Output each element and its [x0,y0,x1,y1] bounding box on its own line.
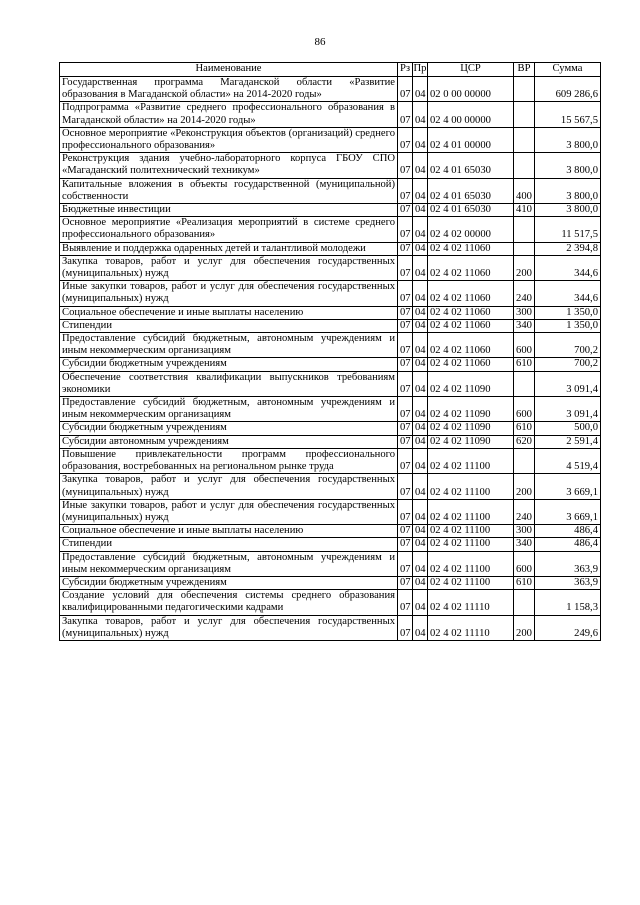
row-rz: 07 [398,178,413,203]
row-vr: 200 [514,255,535,280]
row-pr: 04 [413,576,428,589]
row-vr: 200 [514,474,535,499]
row-pr: 04 [413,127,428,152]
row-csr: 02 4 02 11060 [428,358,514,371]
table-row [60,551,601,576]
table-row [60,435,601,448]
row-name: Предоставление субсидий бюджетным, автономным учреждениям и иным некоммерческим организациям [60,551,398,576]
table-row [60,319,601,332]
row-csr: 02 4 02 11110 [428,590,514,615]
row-name: Капитальные вложения в объекты государственной (муниципальной) собственности [60,178,398,203]
row-name: Повышение привлекательности программ профессионального образования, востребованных на региональном рынке труда [60,448,398,473]
row-name: Субсидии автономным учреждениям [60,435,398,448]
row-sum: 3 669,1 [535,499,601,524]
row-name: Социальное обеспечение и иные выплаты населению [60,306,398,319]
row-sum: 344,6 [535,255,601,280]
row-sum: 700,2 [535,333,601,358]
row-vr: 200 [514,615,535,640]
row-name: Предоставление субсидий бюджетным, автономным учреждениям и иным некоммерческим организациям [60,333,398,358]
header-pr: Пр [413,63,428,77]
row-vr: 240 [514,499,535,524]
row-rz: 07 [398,102,413,127]
row-pr: 04 [413,102,428,127]
table-row [60,538,601,551]
row-vr: 300 [514,306,535,319]
row-csr: 02 4 02 11100 [428,576,514,589]
table-row [60,281,601,306]
row-rz: 07 [398,281,413,306]
row-csr: 02 4 02 11100 [428,499,514,524]
row-rz: 07 [398,319,413,332]
row-vr: 610 [514,422,535,435]
row-rz: 07 [398,306,413,319]
header-rz: Рз [398,63,413,77]
row-pr: 04 [413,217,428,242]
row-vr [514,127,535,152]
header-sum: Сумма [535,63,601,77]
row-sum: 3 091,4 [535,397,601,422]
row-rz: 07 [398,525,413,538]
row-vr: 300 [514,525,535,538]
row-sum: 2 394,8 [535,242,601,255]
header-name: Наименование [60,63,398,77]
table-row [60,204,601,217]
row-sum: 486,4 [535,525,601,538]
row-pr: 04 [413,448,428,473]
row-vr: 610 [514,576,535,589]
row-rz: 07 [398,499,413,524]
row-pr: 04 [413,590,428,615]
row-rz: 07 [398,590,413,615]
row-pr: 04 [413,281,428,306]
row-sum: 1 350,0 [535,306,601,319]
table-row [60,127,601,152]
row-pr: 04 [413,178,428,203]
row-csr: 02 4 01 65030 [428,204,514,217]
row-rz: 07 [398,397,413,422]
table-row [60,255,601,280]
row-csr: 02 4 02 11090 [428,371,514,396]
row-vr [514,217,535,242]
row-rz: 07 [398,153,413,178]
row-name: Бюджетные инвестиции [60,204,398,217]
row-name: Субсидии бюджетным учреждениям [60,358,398,371]
row-name: Реконструкция здания учебно-лабораторного корпуса ГБОУ СПО «Магаданский политехнический техникум» [60,153,398,178]
row-pr: 04 [413,435,428,448]
row-name: Основное мероприятие «Реализация мероприятий в системе среднего профессионального образования» [60,217,398,242]
table-row [60,499,601,524]
row-vr [514,371,535,396]
row-pr: 04 [413,204,428,217]
row-name: Иные закупки товаров, работ и услуг для обеспечения государственных (муниципальных) нужд [60,281,398,306]
row-csr: 02 4 02 11100 [428,448,514,473]
row-name: Стипендии [60,538,398,551]
row-csr: 02 4 02 11100 [428,525,514,538]
row-pr: 04 [413,397,428,422]
table-row [60,153,601,178]
row-pr: 04 [413,499,428,524]
table-row [60,242,601,255]
row-name: Выявление и поддержка одаренных детей и талантливой молодежи [60,242,398,255]
row-sum: 3 669,1 [535,474,601,499]
row-pr: 04 [413,319,428,332]
row-pr: 04 [413,422,428,435]
row-name: Подпрограмма «Развитие среднего профессионального образования в Магаданской области» на 2014-2020 годы» [60,102,398,127]
row-pr: 04 [413,358,428,371]
row-name: Субсидии бюджетным учреждениям [60,422,398,435]
row-sum: 3 800,0 [535,127,601,152]
table-row [60,333,601,358]
row-vr [514,153,535,178]
row-pr: 04 [413,474,428,499]
row-sum: 500,0 [535,422,601,435]
row-csr: 02 4 02 11100 [428,538,514,551]
row-rz: 07 [398,538,413,551]
row-csr: 02 4 02 11060 [428,306,514,319]
row-vr: 610 [514,358,535,371]
row-rz: 07 [398,242,413,255]
header-vr: ВР [514,63,535,77]
row-pr: 04 [413,255,428,280]
row-sum: 700,2 [535,358,601,371]
row-pr: 04 [413,538,428,551]
table-row [60,448,601,473]
row-csr: 02 4 02 11100 [428,474,514,499]
table-row [60,576,601,589]
row-sum: 249,6 [535,615,601,640]
row-sum: 15 567,5 [535,102,601,127]
row-name: Социальное обеспечение и иные выплаты населению [60,525,398,538]
row-rz: 07 [398,204,413,217]
table-row [60,77,601,102]
row-name: Закупка товаров, работ и услуг для обеспечения государственных (муниципальных) нужд [60,255,398,280]
row-rz: 07 [398,358,413,371]
row-rz: 07 [398,435,413,448]
row-sum: 3 800,0 [535,153,601,178]
row-csr: 02 4 01 00000 [428,127,514,152]
row-vr [514,242,535,255]
row-sum: 1 158,3 [535,590,601,615]
row-csr: 02 4 02 11060 [428,319,514,332]
row-csr: 02 4 02 11060 [428,281,514,306]
row-rz: 07 [398,615,413,640]
row-vr: 340 [514,538,535,551]
row-rz: 07 [398,551,413,576]
row-name: Закупка товаров, работ и услуг для обеспечения государственных (муниципальных) нужд [60,615,398,640]
row-pr: 04 [413,242,428,255]
table-row [60,102,601,127]
table-row [60,590,601,615]
table-row [60,422,601,435]
row-csr: 02 4 01 65030 [428,153,514,178]
row-sum: 609 286,6 [535,77,601,102]
table-row [60,474,601,499]
row-csr: 02 0 00 00000 [428,77,514,102]
row-rz: 07 [398,474,413,499]
row-pr: 04 [413,615,428,640]
row-vr: 400 [514,178,535,203]
row-csr: 02 4 02 11090 [428,435,514,448]
row-name: Закупка товаров, работ и услуг для обеспечения государственных (муниципальных) нужд [60,474,398,499]
row-sum: 4 519,4 [535,448,601,473]
row-vr [514,590,535,615]
row-rz: 07 [398,333,413,358]
row-name: Государственная программа Магаданской области «Развитие образования в Магаданской области» на 2014-2020 годы» [60,77,398,102]
table-header-row [60,63,601,77]
row-csr: 02 4 02 11110 [428,615,514,640]
row-rz: 07 [398,576,413,589]
header-csr: ЦСР [428,63,514,77]
row-rz: 07 [398,127,413,152]
row-vr: 340 [514,319,535,332]
row-sum: 2 591,4 [535,435,601,448]
row-name: Создание условий для обеспечения системы среднего образования квалифицированными педагогическими кадрами [60,590,398,615]
row-vr: 620 [514,435,535,448]
row-vr: 600 [514,333,535,358]
row-csr: 02 4 02 00000 [428,217,514,242]
row-sum: 363,9 [535,551,601,576]
row-rz: 07 [398,255,413,280]
row-csr: 02 4 02 11090 [428,397,514,422]
row-vr: 600 [514,397,535,422]
row-rz: 07 [398,77,413,102]
row-pr: 04 [413,306,428,319]
row-vr: 410 [514,204,535,217]
row-name: Предоставление субсидий бюджетным, автономным учреждениям и иным некоммерческим организациям [60,397,398,422]
budget-table [59,62,601,641]
row-csr: 02 4 02 11060 [428,255,514,280]
table-row [60,178,601,203]
row-vr [514,102,535,127]
row-rz: 07 [398,448,413,473]
row-pr: 04 [413,371,428,396]
row-name: Субсидии бюджетным учреждениям [60,576,398,589]
table-row [60,306,601,319]
row-csr: 02 4 02 11090 [428,422,514,435]
row-sum: 486,4 [535,538,601,551]
row-sum: 1 350,0 [535,319,601,332]
row-csr: 02 4 02 11100 [428,551,514,576]
table-row [60,525,601,538]
row-pr: 04 [413,333,428,358]
row-csr: 02 4 02 11060 [428,242,514,255]
row-rz: 07 [398,217,413,242]
row-csr: 02 4 00 00000 [428,102,514,127]
row-csr: 02 4 02 11060 [428,333,514,358]
table-row [60,615,601,640]
row-sum: 3 800,0 [535,204,601,217]
row-sum: 3 800,0 [535,178,601,203]
row-sum: 344,6 [535,281,601,306]
row-sum: 363,9 [535,576,601,589]
row-sum: 11 517,5 [535,217,601,242]
row-vr: 240 [514,281,535,306]
row-vr [514,77,535,102]
row-pr: 04 [413,525,428,538]
table-row [60,358,601,371]
page-number: 86 [314,36,326,48]
table-row [60,397,601,422]
row-sum: 3 091,4 [535,371,601,396]
row-name: Обеспечение соответствия квалификации выпускников требованиям экономики [60,371,398,396]
table-row [60,371,601,396]
row-pr: 04 [413,551,428,576]
row-rz: 07 [398,371,413,396]
row-vr: 600 [514,551,535,576]
table-row [60,217,601,242]
row-rz: 07 [398,422,413,435]
row-name: Основное мероприятие «Реконструкция объектов (организаций) среднего профессионального образования» [60,127,398,152]
row-vr [514,448,535,473]
row-name: Иные закупки товаров, работ и услуг для обеспечения государственных (муниципальных) нужд [60,499,398,524]
row-csr: 02 4 01 65030 [428,178,514,203]
row-pr: 04 [413,77,428,102]
row-name: Стипендии [60,319,398,332]
row-pr: 04 [413,153,428,178]
